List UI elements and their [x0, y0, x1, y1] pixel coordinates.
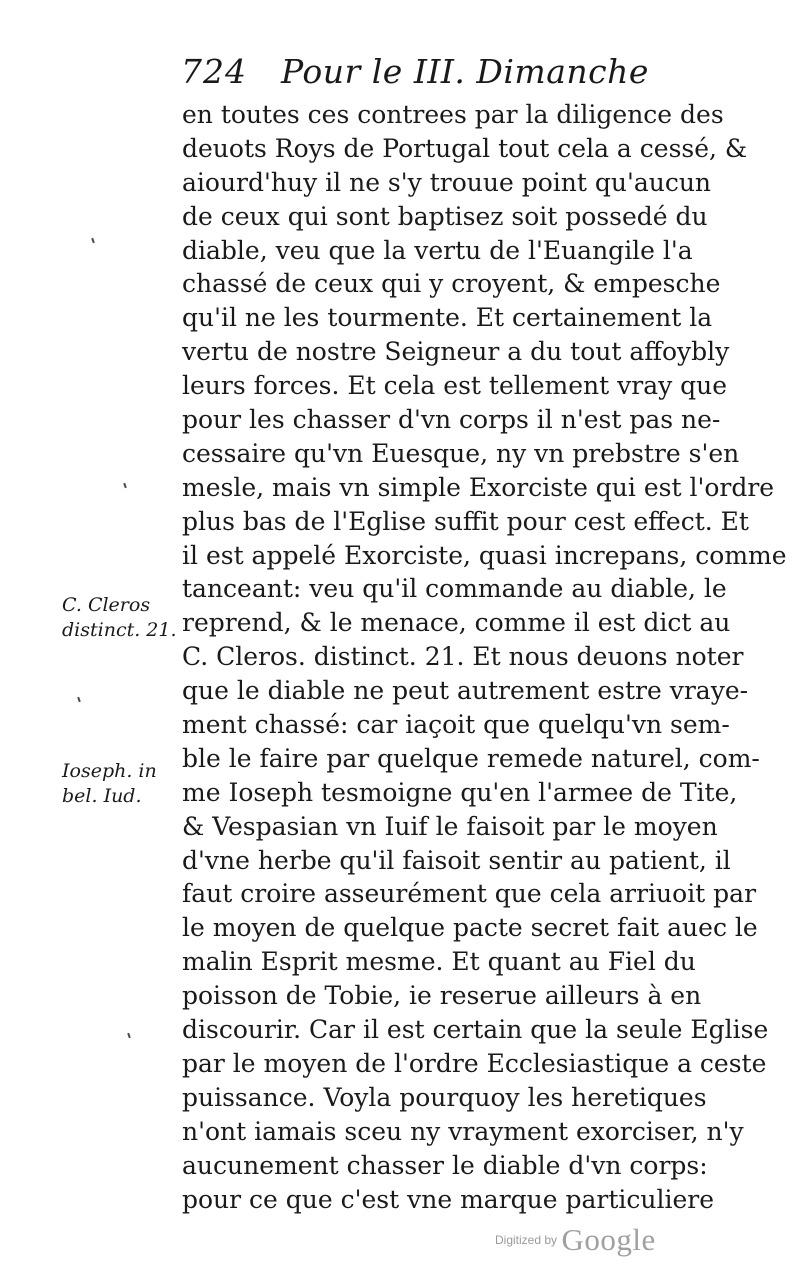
ink-speck [91, 238, 95, 243]
text-line: discourir. Car il est certain que la seule Eglise [182, 1015, 769, 1045]
text-line: pour ce que c'est vne marque particuliere [182, 1184, 715, 1214]
text-line: que le diable ne peut autrement estre vraye- [182, 676, 749, 706]
watermark-prefix: Digitized by [495, 1233, 558, 1247]
text-line: cessaire qu'vn Euesque, ny vn prebstre s'en [182, 438, 740, 468]
text-line: chassé de ceux qui y croyent, & empesche [182, 269, 721, 299]
text-line: de ceux qui sont baptisez soit possedé du [182, 201, 708, 231]
text-line: & Vespasian vn Iuif le faisoit par le moyen [182, 811, 718, 841]
margin-note-cleros [62, 593, 177, 643]
text-line: n'ont iamais sceu ny vrayment exorciser, n'y [182, 1116, 744, 1146]
margin-note-line: distinct. 21. [62, 619, 177, 641]
text-line: faut croire asseurément que cela arriuoit par [182, 879, 757, 909]
ink-speck [77, 697, 81, 702]
text-line: puissance. Voyla pourquoy les heretiques [182, 1082, 707, 1112]
digitized-by-watermark [495, 1222, 656, 1258]
text-line: malin Esprit mesme. Et quant au Fiel du [182, 947, 696, 977]
margin-note-ioseph [62, 759, 157, 809]
text-line: pour les chasser d'vn corps il n'est pas ne- [182, 405, 721, 435]
text-line: qu'il ne les tourmente. Et certainement la [182, 303, 713, 333]
text-line: poisson de Tobie, ie reserue ailleurs à en [182, 981, 702, 1011]
text-line: reprend, & le menace, comme il est dict au [182, 608, 731, 638]
watermark-brand: Google [561, 1222, 656, 1257]
text-line: aiourd'huy il ne s'y trouue point qu'aucun [182, 167, 712, 197]
margin-note-line: C. Cleros [62, 594, 151, 616]
text-line: ment chassé: car iaçoit que quelqu'vn sem- [182, 710, 730, 740]
text-line: me Ioseph tesmoigne qu'en l'armee de Tite, [182, 777, 738, 807]
text-line: diable, veu que la vertu de l'Euangile l'a [182, 235, 693, 265]
body-text [182, 98, 787, 1216]
text-line: en toutes ces contrees par la diligence des [182, 100, 724, 129]
running-title: Pour le III. Dimanche [281, 52, 649, 91]
ink-speck [123, 483, 127, 488]
text-line: mesle, mais vn simple Exorciste qui est l'ordre [182, 472, 775, 502]
text-line: le moyen de quelque pacte secret fait auec le [182, 913, 758, 943]
margin-note-line: bel. Iud. [62, 785, 142, 807]
text-line: deuots Roys de Portugal tout cela a cessé, & [182, 133, 748, 163]
text-line: vertu de nostre Seigneur a du tout affoybly [182, 337, 730, 367]
text-line: tanceant: veu qu'il commande au diable, le [182, 574, 727, 604]
text-line: leurs forces. Et cela est tellement vray que [182, 371, 728, 401]
page-number: 724 [181, 52, 247, 91]
text-line: d'vne herbe qu'il faisoit sentir au patient, il [182, 845, 731, 875]
text-line: C. Cleros. distinct. 21. Et nous deuons noter [182, 642, 744, 672]
text-line: plus bas de l'Eglise suffit pour cest effect. Et [182, 506, 749, 536]
margin-note-line: Ioseph. in [62, 760, 157, 782]
text-line: il est appelé Exorciste, quasi increpans, comme [182, 540, 787, 570]
ink-speck [127, 1033, 131, 1038]
text-line: par le moyen de l'ordre Ecclesiastique a ceste [182, 1048, 767, 1078]
text-line: aucunement chasser le diable d'vn corps: [182, 1150, 708, 1180]
text-line: ble le faire par quelque remede naturel, com- [182, 743, 760, 773]
